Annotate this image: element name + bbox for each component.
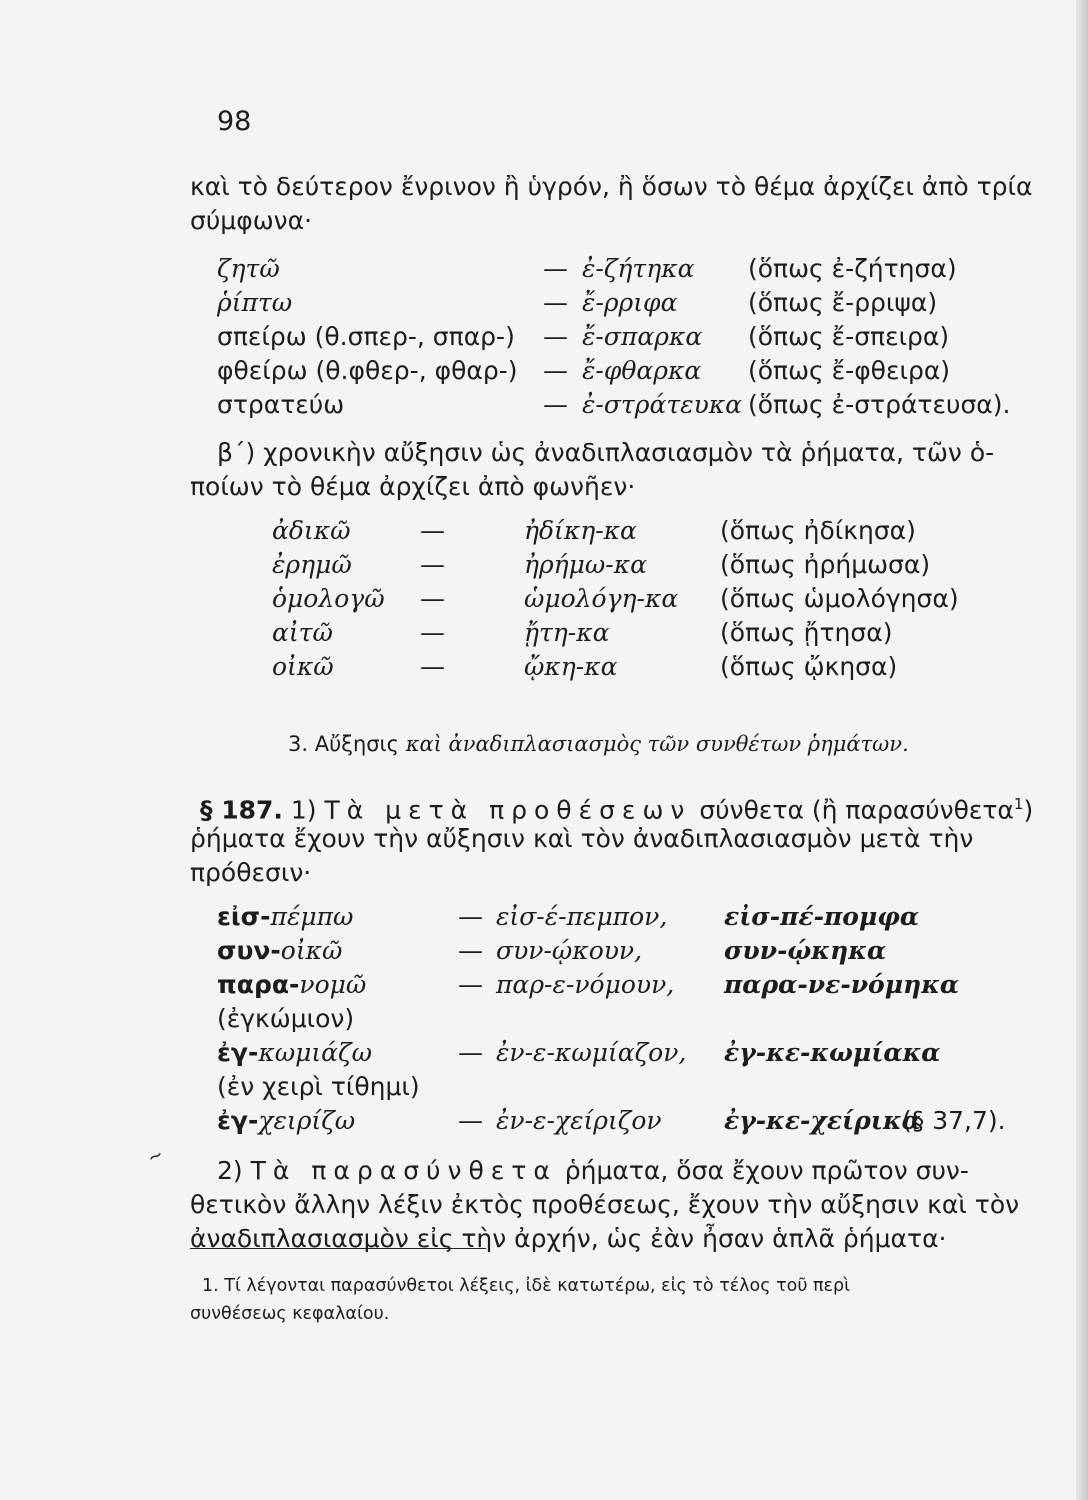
verb (217, 900, 353, 933)
imperfect-form: ἐν-ε-χείριζον (496, 1106, 662, 1135)
dash: — (420, 584, 445, 613)
footnote-divider (190, 1248, 486, 1249)
verb-prefix: ἐγ- (217, 1106, 259, 1135)
perfect-form: εἰσ-πέ-πομφα (724, 902, 920, 931)
footnote-line-2: συνθέσεως κεφαλαίου. (190, 1304, 390, 1324)
dash: — (458, 970, 483, 999)
cross-reference: (§ 37,7). (902, 1106, 1006, 1135)
verb-stem: οἰκῶ (280, 936, 343, 965)
perfect-form: ᾔτη-κα (524, 618, 610, 647)
verb (217, 968, 366, 1001)
book-binding-edge (1076, 0, 1088, 1500)
margin-mark: ~ (144, 1143, 167, 1170)
comparison: (ὅπως ᾤκησα) (720, 652, 898, 681)
para2-line-3: ἀναδιπλασιασμὸν εἰς τὴν ἀρχήν, ὡς ἐὰν ἦσαν ἁπλᾶ ῥήματα· (190, 1224, 947, 1253)
page-number: 98 (217, 106, 252, 137)
etymology-note: (ἐγκώμιον) (217, 1004, 355, 1033)
closing-paren: ) (1023, 795, 1034, 825)
verb-prefix: ἐγ- (217, 1038, 259, 1067)
phrase-rest: σύνθετα (ἢ παρασύνθετα (699, 795, 1014, 825)
verb (217, 1036, 372, 1069)
comparison: (ὅπως ἔ-φθειρα) (748, 356, 951, 385)
verb: ῥίπτω (217, 288, 293, 317)
imperfect-form: ἐν-ε-κωμίαζον, (496, 1038, 687, 1067)
verb: σπείρω (θ.σπερ-, σπαρ-) (217, 322, 515, 351)
perfect-form: ἐ-ζήτηκα (582, 254, 695, 283)
verb: ἀδικῶ (272, 516, 351, 545)
verb: ἐρημῶ (272, 550, 352, 579)
dash: — (543, 288, 568, 317)
spaced-phrase: Τὰ μετὰ προθέσεων (324, 795, 692, 825)
comparison: (ὅπως ἔ-σπειρα) (748, 322, 950, 351)
perfect-form: ἐγ-κε-κωμίακα (724, 1038, 941, 1067)
perfect-form: ᾤκη-κα (524, 652, 618, 681)
comparison: (ὅπως ὡμολόγησα) (720, 584, 959, 613)
footnote-ref: 1 (1013, 795, 1024, 813)
perfect-form: ἐγ-κε-χείρικα (724, 1106, 921, 1135)
verb: στρατεύω (217, 390, 345, 419)
imperfect-form: εἰσ-έ-πεμπον, (496, 902, 668, 931)
dash: — (543, 254, 568, 283)
verb-stem: πέμπω (270, 902, 354, 931)
verb-prefix: συν- (217, 936, 281, 965)
dash: — (543, 356, 568, 385)
dash: — (420, 652, 445, 681)
imperfect-form: συν-ῴκουν, (496, 936, 643, 965)
perfect-form: ἐ-στράτευκα (582, 390, 743, 419)
perfect-form: ἔ-ρριφα (582, 288, 678, 317)
para2-line-2: θετικὸν ἄλλην λέξιν ἐκτὸς προθέσεως, ἔχουν τὴν αὔξησιν καὶ τὸν (190, 1190, 1020, 1219)
phrase-rest: ῥήματα, ὅσα ἔχουν πρῶτον συν- (564, 1156, 969, 1185)
verb: αἰτῶ (272, 618, 333, 647)
dash: — (458, 1038, 483, 1067)
comparison: (ὅπως ἠρήμωσα) (720, 550, 931, 579)
perfect-form: ἠρήμω-κα (524, 550, 648, 579)
dash: — (543, 390, 568, 419)
perfect-form: ἔ-σπαρκα (582, 322, 703, 351)
comparison: (ὅπως ᾔτησα) (720, 618, 893, 647)
comparison: (ὅπως ἠδίκησα) (720, 516, 916, 545)
dash: — (458, 902, 483, 931)
para2-line-1 (217, 1154, 969, 1187)
perfect-form: ὡμολόγη-κα (524, 584, 679, 613)
dash: — (420, 516, 445, 545)
paragraph-number: § 187. (200, 795, 283, 825)
imperfect-form: παρ-ε-νόμουν, (496, 970, 675, 999)
dash: — (458, 936, 483, 965)
section-187-line-1 (200, 788, 1033, 826)
section-title: καὶ ἀναδιπλασιασμὸς τῶν συνθέτων ῥημάτων. (405, 732, 909, 756)
dash: — (420, 550, 445, 579)
beta-line-2: ποίων τὸ θέμα ἀρχίζει ἀπὸ φωνῆεν· (190, 472, 636, 501)
verb-prefix: παρα- (217, 970, 300, 999)
verb-prefix: εἰσ- (217, 902, 271, 931)
comparison: (ὅπως ἔ-ρριψα) (748, 288, 938, 317)
perfect-form: παρα-νε-νόμηκα (724, 970, 960, 999)
footnote-line-1: 1. Τί λέγονται παρασύνθετοι λέξεις, ἰδὲ κατωτέρω, εἰς τὸ τέλος τοῦ περὶ (202, 1276, 851, 1296)
verb: οἰκῶ (272, 652, 334, 681)
verb (217, 1104, 355, 1137)
spaced-phrase: Τὰ παρασύνθετα (250, 1156, 557, 1185)
subpoint-number: 1) (290, 795, 317, 825)
verb: φθείρω (θ.φθερ-, φθαρ-) (217, 356, 518, 385)
section-heading (288, 732, 909, 756)
verb-stem: κωμιάζω (258, 1038, 372, 1067)
section-187-line-3: πρόθεσιν· (190, 858, 312, 887)
perfect-form: ἔ-φθαρκα (582, 356, 702, 385)
perfect-form: συν-ῴκηκα (724, 936, 887, 965)
verb (217, 934, 342, 967)
section-187-line-2: ῥήματα ἔχουν τὴν αὔξησιν καὶ τὸν ἀναδιπλασιασμὸν μετὰ τὴν (190, 824, 974, 853)
beta-line-1: β΄) χρονικὴν αὔξησιν ὡς ἀναδιπλασιασμὸν τὰ ῥήματα, τῶν ὁ- (217, 438, 995, 467)
dash: — (458, 1106, 483, 1135)
dash: — (420, 618, 445, 647)
subpoint-number: 2) (217, 1156, 243, 1185)
intro-line-1: καὶ τὸ δεύτερον ἔνρινον ἢ ὑγρόν, ἢ ὅσων τὸ θέμα ἀρχίζει ἀπὸ τρία (190, 172, 1033, 201)
dash: — (543, 322, 568, 351)
verb-stem: χειρίζω (258, 1106, 356, 1135)
section-number: 3. Αὔξησις (288, 732, 399, 756)
verb-stem: νομῶ (299, 970, 367, 999)
verb: ζητῶ (217, 254, 280, 283)
comparison: (ὅπως ἐ-στράτευσα). (748, 390, 1011, 419)
verb: ὁμολογῶ (272, 584, 385, 613)
etymology-note: (ἐν χειρὶ τίθημι) (217, 1072, 420, 1101)
intro-line-2: σύμφωνα· (190, 206, 313, 235)
perfect-form: ἠδίκη-κα (524, 516, 637, 545)
comparison: (ὅπως ἐ-ζήτησα) (748, 254, 957, 283)
